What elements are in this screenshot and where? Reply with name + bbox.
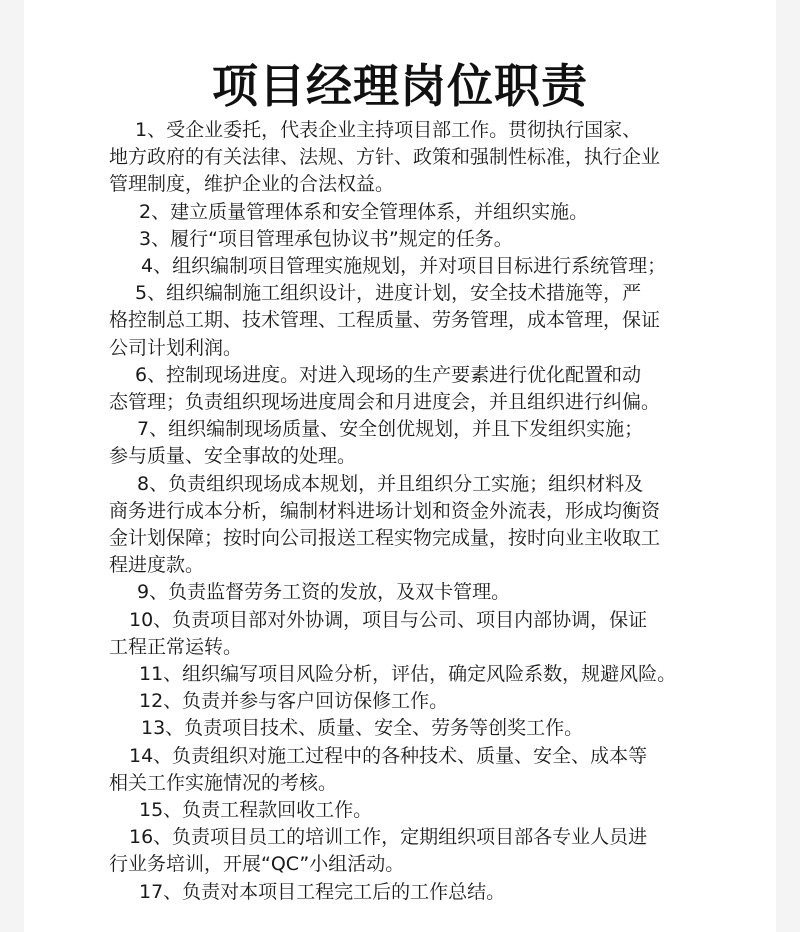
item-first-line: 12、负责并参与客户回访保修工作。 — [139, 690, 449, 713]
item-first-line: 5、组织编制施工组织设计，进度计划，安全技术措施等，严 — [135, 282, 642, 305]
item-continuation-line: 行业务培训，开展“QC”小组活动。 — [109, 853, 405, 876]
responsibility-item — [109, 471, 679, 580]
item-continuation-line: 金计划保障；按时向公司报送工程实物完成量，按时向业主收取工 — [109, 527, 661, 550]
responsibility-item — [109, 253, 679, 280]
item-continuation-line: 程进度款。 — [109, 554, 205, 577]
item-first-line: 17、负责对本项目工程完工后的工作总结。 — [139, 880, 506, 903]
item-first-line: 6、控制现场进度。对进入现场的生产要素进行优化配置和动 — [135, 363, 642, 386]
item-first-line: 10、负责项目部对外协调，项目与公司、项目内部协调，保证 — [129, 608, 648, 631]
item-continuation-line: 工程正常运转。 — [109, 635, 243, 658]
item-continuation-line: 公司计划利润。 — [109, 336, 243, 359]
responsibility-item — [109, 797, 679, 824]
responsibility-item — [109, 688, 679, 715]
item-first-line: 9、负责监督劳务工资的发放，及双卡管理。 — [137, 581, 511, 604]
item-first-line: 11、组织编写项目风险分析，评估，确定风险系数，规避风险。 — [139, 663, 677, 686]
responsibility-item — [109, 362, 679, 416]
responsibility-item — [109, 416, 679, 470]
responsibility-item — [109, 743, 679, 797]
item-first-line: 7、组织编制现场质量、安全创优规划，并且下发组织实施； — [137, 418, 644, 441]
item-continuation-line: 地方政府的有关法律、法规、方针、政策和强制性标准，执行企业 — [109, 146, 661, 169]
responsibility-item — [109, 579, 679, 606]
item-first-line: 14、负责组织对施工过程中的各种技术、质量、安全、成本等 — [129, 744, 648, 767]
responsibility-item — [109, 879, 679, 906]
responsibility-item — [109, 824, 679, 878]
responsibility-item — [109, 199, 679, 226]
responsibilities-list — [109, 117, 679, 906]
item-first-line: 1、受企业委托，代表企业主持项目部工作。贯彻执行国家、 — [135, 119, 642, 141]
responsibility-item — [109, 280, 679, 362]
responsibility-item — [109, 226, 679, 253]
document-page — [24, 0, 776, 932]
item-first-line: 15、负责工程款回收工作。 — [139, 799, 373, 822]
item-first-line: 13、负责项目技术、质量、安全、劳务等创奖工作。 — [141, 717, 584, 740]
item-first-line: 3、履行“项目管理承包协议书”规定的任务。 — [139, 227, 513, 250]
responsibility-item — [109, 607, 679, 661]
responsibility-item — [109, 661, 679, 688]
item-continuation-line: 管理制度，维护企业的合法权益。 — [109, 173, 395, 196]
item-continuation-line: 相关工作实施情况的考核。 — [109, 771, 338, 794]
responsibility-item — [109, 117, 679, 199]
item-continuation-line: 参与质量、安全事故的处理。 — [109, 445, 357, 468]
item-first-line: 8、负责组织现场成本规划，并且组织分工实施；组织材料及 — [137, 472, 644, 495]
document-title: 项目经理岗位职责 — [212, 59, 588, 113]
responsibility-item — [109, 715, 679, 742]
item-continuation-line: 商务进行成本分析，编制材料进场计划和资金外流表，形成均衡资 — [109, 499, 661, 522]
item-first-line: 16、负责项目员工的培训工作，定期组织项目部各专业人员进 — [129, 826, 648, 849]
item-continuation-line: 态管理；负责组织现场进度周会和月进度会，并且组织进行纠偏。 — [109, 391, 661, 414]
item-first-line: 4、组织编制项目管理实施规划，并对项目目标进行系统管理； — [141, 255, 667, 278]
item-continuation-line: 格控制总工期、技术管理、工程质量、劳务管理，成本管理，保证 — [109, 309, 661, 332]
item-first-line: 2、建立质量管理体系和安全管理体系，并组织实施。 — [139, 200, 589, 223]
